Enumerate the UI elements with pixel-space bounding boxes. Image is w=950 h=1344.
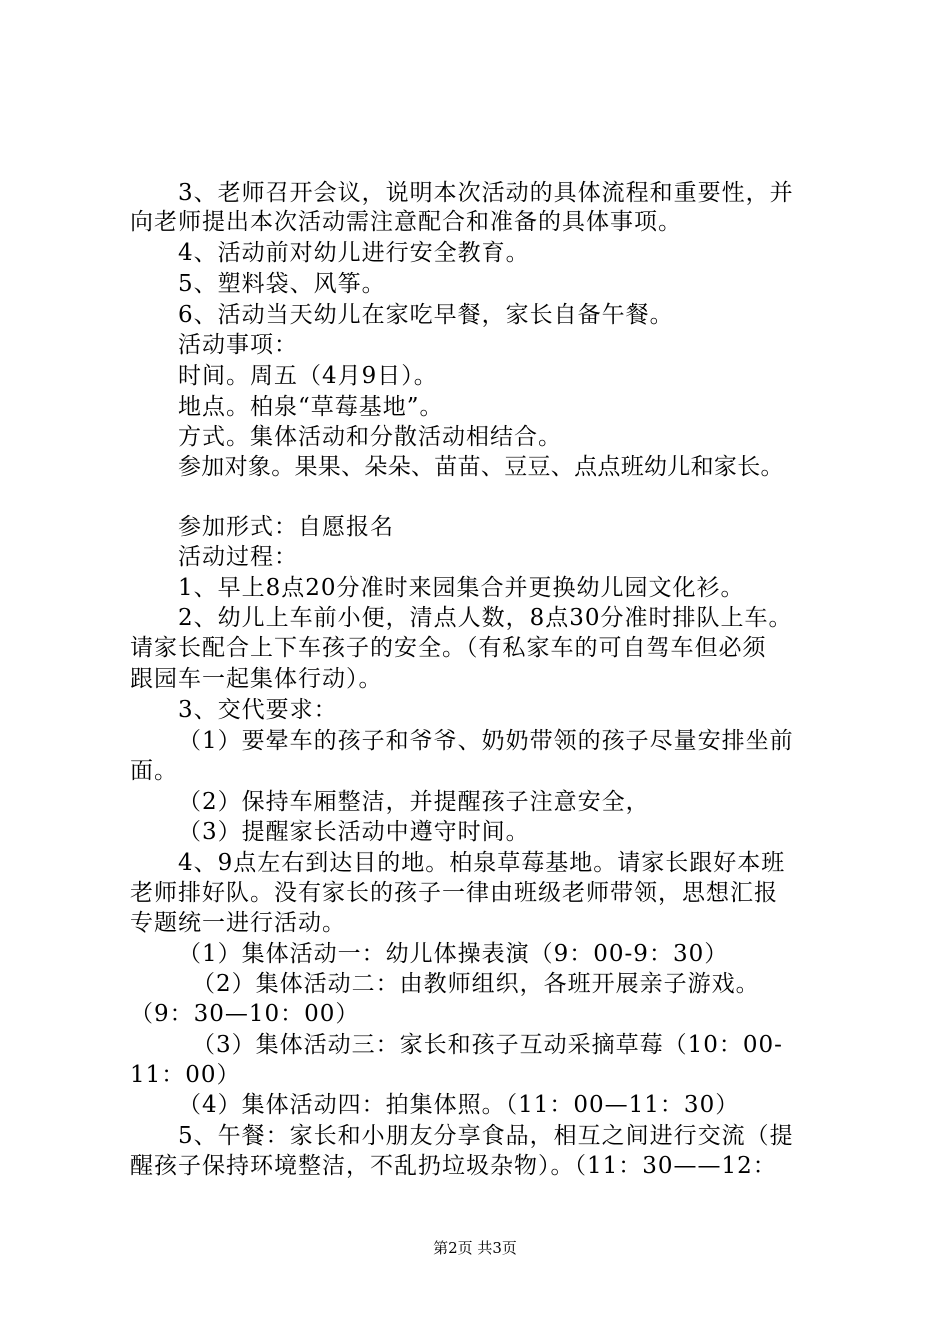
text-line: 5、午餐：家长和小朋友分享食品，相互之间进行交流（提 <box>178 1123 794 1149</box>
text-line: 3、交代要求： <box>178 697 338 723</box>
text-line: 5、塑料袋、风筝。 <box>178 271 386 297</box>
page-number-footer: 第2页 共3页 <box>433 1239 517 1257</box>
text-line: 专题统一进行活动。 <box>130 910 346 936</box>
text-line: 时间。周五（4月9日）。 <box>178 363 438 389</box>
text-line: （3）集体活动三：家长和孩子互动采摘草莓（10：00- <box>192 1032 783 1058</box>
text-line: （1）要晕车的孩子和爷爷、奶奶带领的孩子尽量安排坐前 <box>178 728 794 754</box>
text-line: （9：30—10：00） <box>130 1001 360 1027</box>
section-heading: 活动过程： <box>178 544 298 570</box>
text-line: 醒孩子保持环境整洁，不乱扔垃圾杂物）。（11：30——12： <box>130 1153 777 1179</box>
text-line: 6、活动当天幼儿在家吃早餐，家长自备午餐。 <box>178 302 674 328</box>
text-line: 请家长配合上下车孩子的安全。（有私家车的可自驾车但必须 <box>130 635 767 661</box>
text-line: 4、9点左右到达目的地。柏泉草莓基地。请家长跟好本班 <box>178 850 786 876</box>
text-line: 老师排好队。没有家长的孩子一律由班级老师带领，思想汇报 <box>130 880 778 906</box>
text-line: 方式。集体活动和分散活动相结合。 <box>178 424 562 450</box>
text-line: 跟园车一起集体行动）。 <box>130 666 383 692</box>
text-line: 地点。柏泉“草莓基地”。 <box>178 394 444 420</box>
text-line: （4）集体活动四：拍集体照。（11：00—11：30） <box>178 1092 740 1118</box>
text-line: 参加形式：自愿报名 <box>178 514 394 540</box>
text-line: 面。 <box>130 758 178 784</box>
text-line: 11：00） <box>130 1062 241 1088</box>
text-line: 2、幼儿上车前小便，清点人数，8点30分准时排队上车。 <box>178 605 793 631</box>
text-line: 参加对象。果果、朵朵、苗苗、豆豆、点点班幼儿和家长。 <box>178 454 784 480</box>
text-line: 1、早上8点20分准时来园集合并更换幼儿园文化衫。 <box>178 575 745 601</box>
section-heading: 活动事项： <box>178 332 298 358</box>
text-line: （2）保持车厢整洁，并提醒孩子注意安全， <box>178 789 650 815</box>
text-line: （3）提醒家长活动中遵守时间。 <box>178 819 530 845</box>
text-line: 4、活动前对幼儿进行安全教育。 <box>178 240 530 266</box>
text-line: 向老师提出本次活动需注意配合和准备的具体事项。 <box>130 209 682 235</box>
text-line: （2）集体活动二：由教师组织，各班开展亲子游戏。 <box>192 971 760 997</box>
text-line: 3、老师召开会议，说明本次活动的具体流程和重要性，并 <box>178 180 794 206</box>
text-line: （1）集体活动一：幼儿体操表演（9：00-9：30） <box>178 941 729 967</box>
